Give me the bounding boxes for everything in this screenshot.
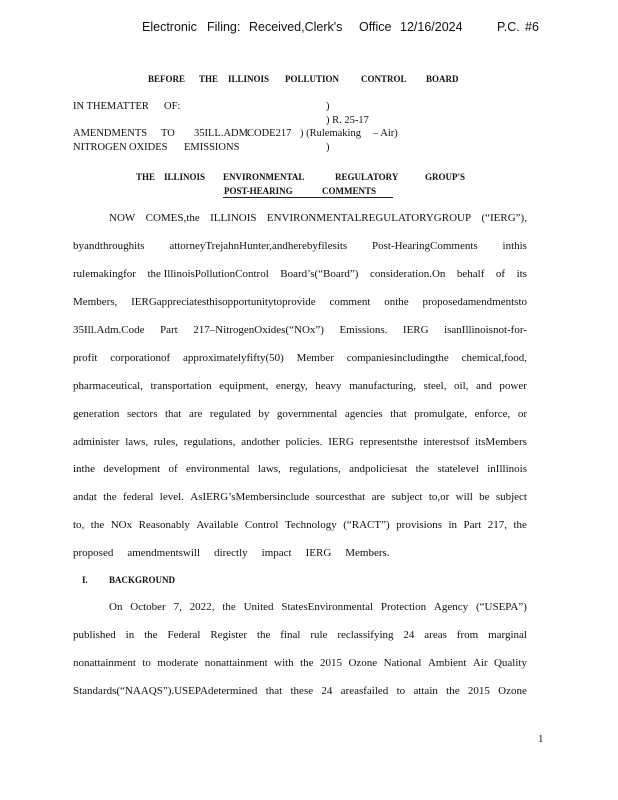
section-number: I. [82, 575, 88, 585]
word: Control [244, 519, 279, 531]
board-before: BEFORE [148, 74, 186, 84]
caption-code: CODE217 [247, 128, 292, 139]
word: the [103, 491, 117, 503]
word: be [479, 491, 490, 503]
word: are [188, 408, 203, 420]
word: of [168, 463, 178, 475]
word: environmental [186, 463, 250, 475]
word: companiesincludingthe [346, 352, 449, 364]
caption-oxides: OXIDES [129, 142, 168, 153]
word: ILLINOIS [210, 212, 257, 224]
word: energy, [275, 380, 308, 392]
text-line [109, 601, 527, 613]
title-word: THE [136, 172, 156, 182]
caption-ill-adm: 35ILL.ADM. [194, 128, 251, 139]
word: Standards(“NAAQS”).USEPAdetermined [73, 685, 258, 697]
word: or [517, 408, 527, 420]
word: AsIERG’sMembersinclude [190, 491, 310, 503]
word: published [73, 629, 116, 641]
word: rulemakingfor [73, 268, 136, 280]
header-electronic: Electronic [142, 20, 197, 34]
word: andat [73, 491, 97, 503]
caption-paren-1: ) [326, 101, 330, 112]
word: will [455, 491, 473, 503]
word: byandthroughits [73, 240, 145, 252]
word: subject [495, 491, 527, 503]
caption-nitrogen: NITROGEN [73, 142, 127, 153]
caption-paren-2: ) [326, 142, 330, 153]
word: the [300, 657, 314, 669]
text-line [109, 212, 527, 224]
word: representsthe [359, 436, 418, 448]
word: approximatelyfifty(50) [182, 352, 284, 364]
word: statelevel [437, 463, 479, 475]
word: marginal [488, 629, 527, 641]
word: Available [196, 519, 239, 531]
word: regulations, [289, 463, 341, 475]
word: heavy [315, 380, 342, 392]
word: generation [73, 408, 120, 420]
word: (“USEPA”) [475, 601, 527, 613]
word: the [90, 519, 105, 531]
title-underline [223, 197, 393, 198]
word: ENVIRONMENTALREGULATORYGROUP [266, 212, 472, 224]
header-pc: P.C. [497, 20, 520, 34]
word: steel, [423, 380, 447, 392]
word: in [125, 629, 135, 641]
word: laws, [125, 436, 149, 448]
word: 217–NitrogenOxides(“NOx”) [193, 324, 324, 336]
word: laws, [257, 463, 281, 475]
word: to,or [428, 491, 450, 503]
word: are [371, 491, 385, 503]
word: proposed [73, 547, 114, 559]
word: Air [472, 657, 488, 669]
text-line [73, 324, 527, 336]
caption-of: OF: [164, 101, 181, 112]
word: directly [214, 547, 248, 559]
word: to [396, 685, 406, 697]
text-line [73, 268, 527, 280]
word: oil, [454, 380, 469, 392]
word: (“IERG”), [481, 212, 527, 224]
title-word: ILLINOIS [164, 172, 206, 182]
title-word: GROUP'S [425, 172, 466, 182]
word: NOW [109, 212, 136, 224]
word: areas [424, 629, 447, 641]
word: Technology [284, 519, 337, 531]
caption-to: TO [161, 128, 175, 139]
word: interestsof [423, 436, 470, 448]
word: pharmaceutical, [73, 380, 143, 392]
caption-air: – Air) [373, 128, 398, 139]
word: United [243, 601, 274, 613]
word: that [390, 408, 407, 420]
word: Register [210, 629, 248, 641]
caption-case-number: ) R. 25-17 [326, 115, 369, 126]
word: manufacturing, [349, 380, 416, 392]
word: equipment, [219, 380, 269, 392]
word: Agency [433, 601, 469, 613]
word: the [513, 519, 527, 531]
word: chemical,food, [461, 352, 527, 364]
word: these [290, 685, 314, 697]
caption-rulemaking: ) (Rulemaking [300, 128, 361, 139]
word: sectors [126, 408, 158, 420]
word: transportation [150, 380, 212, 392]
word: in [448, 519, 458, 531]
word: amendmentswill [127, 547, 201, 559]
title-word: ENVIRONMENTAL [223, 172, 305, 182]
text-line [73, 629, 527, 641]
word: 24 [403, 629, 415, 641]
word: by [258, 408, 270, 420]
text-line [73, 685, 527, 697]
word: nonattainment [204, 657, 268, 669]
word: regulations, [183, 436, 236, 448]
word: isanIllinoisnot-for- [444, 324, 527, 336]
word: the [144, 629, 158, 641]
word: Federal [167, 629, 201, 641]
word: Protection [380, 601, 427, 613]
word: the [222, 601, 236, 613]
word: sourcesthat [315, 491, 366, 503]
title-word: POST-HEARING [224, 186, 293, 196]
text-line [73, 547, 527, 559]
word: inthis [502, 240, 527, 252]
page-number: 1 [538, 733, 544, 745]
word: administer [73, 436, 120, 448]
word: governmental [276, 408, 338, 420]
word: COMES,the [145, 212, 200, 224]
word: itsMembers [475, 436, 527, 448]
caption-in-the-matter: IN THEMATTER [73, 101, 149, 112]
word: moderate [157, 657, 199, 669]
text-line [73, 463, 527, 475]
text-line [73, 436, 527, 448]
word: Ambient [427, 657, 467, 669]
word: that [164, 408, 182, 420]
word: attain [413, 685, 438, 697]
word: IERG [402, 324, 429, 336]
word: the IllinoisPollutionControl [147, 268, 269, 280]
word: with [274, 657, 294, 669]
word: 217, [487, 519, 507, 531]
word: 2015 [467, 685, 490, 697]
word: promulgate, [414, 408, 468, 420]
board-board: BOARD [426, 74, 459, 84]
word: power [499, 380, 527, 392]
word: level. [159, 491, 184, 503]
word: to, [73, 519, 85, 531]
word: Ozone [348, 657, 378, 669]
word: profit [73, 352, 98, 364]
word: the [446, 685, 460, 697]
word: IERGappreciatesthisopportunitytoprovide [131, 296, 316, 308]
filing-header [0, 20, 618, 40]
word: behalf [456, 268, 485, 280]
header-date: 12/16/2024 [400, 20, 463, 34]
word: the [256, 629, 271, 641]
word: subject [391, 491, 423, 503]
word: rules, [153, 436, 179, 448]
word: 7, [173, 601, 182, 613]
word: the [415, 463, 430, 475]
word: Ozone [498, 685, 527, 697]
word: proposedamendmentsto [422, 296, 527, 308]
word: Member [296, 352, 334, 364]
word: Members. [345, 547, 390, 559]
word: 2015 [320, 657, 343, 669]
word: comment [329, 296, 371, 308]
word: impact [261, 547, 292, 559]
header-filing: Filing: [207, 20, 241, 34]
word: its [516, 268, 527, 280]
word: October [130, 601, 166, 613]
word: provisions [396, 519, 442, 531]
word: 35Ill.Adm.Code [73, 324, 145, 336]
word: inIllinois [487, 463, 527, 475]
word: IERG [328, 436, 354, 448]
word: Members, [73, 296, 118, 308]
caption-emissions: EMISSIONS [184, 142, 240, 153]
word: rule [310, 629, 328, 641]
word: andpoliciesat [349, 463, 408, 475]
board-the: THE [199, 74, 219, 84]
word: enforce, [474, 408, 511, 420]
word: Post-HearingComments [371, 240, 478, 252]
board-illinois: ILLINOIS [228, 74, 270, 84]
word: regulated [209, 408, 251, 420]
word: Quality [493, 657, 527, 669]
word: Part [463, 519, 482, 531]
word: attorneyTrejahnHunter,andherebyfilesits [169, 240, 348, 252]
word: onthe [384, 296, 409, 308]
section-title: BACKGROUND [109, 575, 176, 585]
word: corporationof [110, 352, 171, 364]
board-pollution: POLLUTION [285, 74, 340, 84]
header-pc-number: #6 [525, 20, 539, 34]
word: andother [241, 436, 280, 448]
word: of [495, 268, 506, 280]
header-office: Office [359, 20, 392, 34]
word: from [456, 629, 479, 641]
title-word: REGULATORY [335, 172, 399, 182]
caption-amendments: AMENDMENTS [73, 128, 148, 139]
title-word: COMMENTS [322, 186, 376, 196]
word: reclassifying [337, 629, 394, 641]
word: On [109, 601, 123, 613]
text-line [73, 408, 527, 420]
word: nonattainment [73, 657, 136, 669]
word: final [280, 629, 301, 641]
text-line [73, 296, 527, 308]
word: Emissions. [339, 324, 388, 336]
word: federal [122, 491, 154, 503]
text-line [73, 380, 527, 392]
word: development [103, 463, 161, 475]
text-line [73, 519, 527, 531]
word: Board’s(“Board”) [280, 268, 359, 280]
word: inthe [73, 463, 95, 475]
word: to [142, 657, 151, 669]
word: Part [159, 324, 178, 336]
text-line [73, 657, 527, 669]
word: IERG [305, 547, 332, 559]
word: 24 [321, 685, 333, 697]
word: consideration.On [369, 268, 446, 280]
text-line [73, 352, 527, 364]
word: NOx [110, 519, 133, 531]
word: National [383, 657, 422, 669]
text-line [73, 491, 527, 503]
word: that [265, 685, 283, 697]
word: StatesEnvironmental [281, 601, 374, 613]
board-control: CONTROL [361, 74, 407, 84]
word: Reasonably [138, 519, 190, 531]
word: policies. [285, 436, 323, 448]
word: areasfailed [340, 685, 389, 697]
word: 2022, [189, 601, 215, 613]
text-line [73, 240, 527, 252]
word: agencies [344, 408, 383, 420]
header-received: Received,Clerk's [249, 20, 343, 34]
word: (“RACT”) [343, 519, 390, 531]
word: and [475, 380, 492, 392]
